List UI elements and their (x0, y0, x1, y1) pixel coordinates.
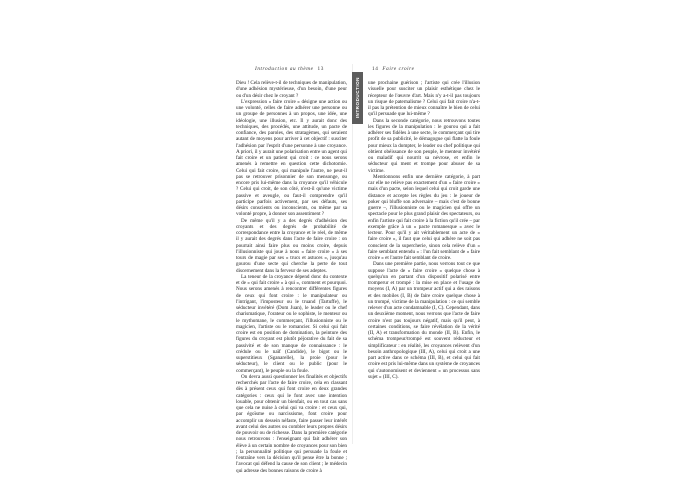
paragraph: L'expression « faire croire » désigne une action ou une volonté, celles de faire adhérer une personne ou un groupe de personnes à un propos, une idée, une idéologie, une illusion, etc. Il y aurait donc des techniques, des procédés, une attitude, un pacte de confiance, des paroles, des stratagèmes, qui seraient autant de moyens pour arriver à cet objectif : susciter l'adhésion par l'esprit d'une personne à une croyance. A priori, il y aurait une polarisation entre un agent qui fait croire et un patient qui croit : ce nous serons amenés à remettre en question cette dichotomie. Celui qui fait croire, qui manipule l'autre, ne peut-il pas se retrouver prisonnier de son mensonge, ou encore pris lui-même dans la croyance qu'il véhicule ? Celui qui croit, de son côté, n'est-il qu'une victime passive et aveugle, ou faut-il comprendre qu'il participe parfois activement, par ses défauts, ses désirs conscients ou inconscients, ou même par sa volonté propre, à donner son assentiment ? (236, 98, 347, 218)
paragraph: La teneur de la croyance dépend donc du contexte et de « qui fait croire » à qui », comment et pourquoi. Nous serons amenés à rencontrer différentes figures de ceux qui font croire : le manipulateur ou l'intrigant, l'imposteur ou le truand (Tartuffe), le séducteur invétéré (Dom Juan), le leader ou le chef charismatique, l'orateur ou le sophiste, le menteur ou le mythomane, le commerçant, l'illusionniste ou le magicien, l'artiste ou le romancier. Si celui qui fait croire est en position de domination, la peinture des figures du croyant est plutôt péjorative du fait de sa passivité et de son manque de connaissance : le crédule ou le naïf (Candide), le bigot ou le superstitieux (Sganarelle), la proie (pour le séducteur), le client ou le public (pour le commerçant), le peuple ou la foule. (236, 273, 347, 374)
paragraph: On devra aussi questionner les finalités et objectifs recherchés par l'acte de faire croire, cela en classant dès à présent ceux qui font croire en deux grandes catégories : ceux qui le font avec une intention louable, pour obtenir un bienfait, ou en tout cas sans que cela ne nuise à celui qui va croire : et ceux qui, par égoïsme ou narcissisme, font croire pour accomplir un dessein néfaste, faire passer leur intérêt avant celui des autres ou combler leurs propres désirs de pouvoir ou de richesse. Dans la première catégorie nous retrouvons : l'enseignant qui fait adhérer son élève à un certain nombre de croyances pour son bien ; la personnalité politique qui persuade la foule et l'entraîne vers la décision qu'il pense être la bonne ; l'avocat qui défend la cause de son client ; le médecin qui adresse des bonnes raisons de croire à (236, 373, 347, 474)
right-page-header (368, 66, 415, 72)
left-running-title: Introduction au thème (255, 66, 314, 72)
section-side-tab (352, 72, 363, 124)
paragraph: De même qu'il y a des degrés d'adhésion des croyants et des degrés de probabilité de correspondance entre la croyance et le réel, de même il y aurait des degrés dans l'acte de faire croire : on pourrait ainsi faire plus ou moins croire, depuis l'illusionniste qui joue à nous « faire croire » à ses tours de magie par ses « trucs et astuces », jusqu'au gourou d'une secte qui cherche la perte de tout discernement dans la ferveur de ses adeptes. (236, 217, 347, 274)
right-page-number: 14 (372, 66, 379, 72)
paragraph: Dans une première partie, nous verrons tout ce que suppose l'acte de « faire croire » quelque chose à quelqu'un en partant d'un dispositif polarisé entre tromperur et trompé : la mise en place et l'usage de moyens (I, A) par un trompeur actif qui a des raisons et des mobiles (I, B) de faire croire quelque chose à un trompé, victime de la manipulation : ce qui semble relever d'un acte condamnable (I, C). Cependant, dans un deuxième moment, nous verrons que l'acte de faire croire n'est pas toujours négatif, mais qu'il peut, à certaines conditions, se faire révélation de la vérité (II, A) et transformation du monde (II, B). Enfin, le schéma trompeur/trompé est souvent réducteur et simplificateur : en réalité, les croyances relèvent d'un besoin anthropologique (III, A), celui qui croit a une part active dans ce schéma (III, B), et celui qui fait croire est pris lui-même dans un système de croyances qui s'autonomisent et deviennent « un processus sans sujet » (III, C). (368, 261, 480, 380)
paragraph: Mentionnons enfin une dernière catégorie, à part car elle ne relève pas exactement d'un « faire croire » mais d'un pacte, selon lequel celui qui croit garde une distance et accepte les règles du jeu : le joueur de poker qui bluffe son adversaire – mais c'est de bonne guerre –, l'illusionniste ou le magicien qui offre un spectacle pour le plus grand plaisir des spectateurs, ou enfin l'artiste qui fait croire à la fiction qu'il crée – par exemple grâce à un « pacte romanesque » avec le lecteur. Pour qu'il y ait véritablement un acte de « faire croire », il faut que celui qui adhère ne soit pas conscient de la supercherie, sinon cela relève d'un « faire semblant entendu » : l'un fait semblant de « faire croire » et l'autre fait semblant de croire. (368, 173, 480, 261)
left-page-body (236, 80, 347, 474)
paragraph: Dieu ! Cela relève-t-il de techniques de manipulation, d'une adhésion mystérieuse, d'un besoin, d'une peur ou d'un désir chez le croyant ? (236, 80, 347, 99)
left-page-number: 13 (317, 66, 324, 72)
left-page-header (255, 66, 328, 72)
side-tab-label: INTRODUCTION (355, 77, 360, 119)
paragraph: Dans la seconde catégorie, nous retrouvons toutes les figures de la manipulation : le gourou qui a fait adhérer ses fidèles à une secte, le commerçant qui tire profit de sa publicité, le démagogue qui flatte la foule pour mieux la dompter, le leader ou chef politique qui obtient obéissance de son peuple, le menteur invétéré ou maladif qui nourrit sa névrose, et enfin le séducteur qui ment et trompe pour abuser de sa victime. (368, 117, 480, 174)
paragraph: une prochaine guérison ; l'artiste qui crée l'illusion visuelle pour susciter un plaisir esthétique chez le récepteur de l'œuvre d'art. Mais n'y a-t-il pas toujours un risque de paternalisme ? Celui qui fait croire n'a-t-il pas la prétention de mieux connaître le bien de celui qu'il persuade que lui-même ? (368, 80, 480, 118)
right-page-body (368, 80, 480, 380)
right-running-title: Faire croire (382, 66, 415, 72)
